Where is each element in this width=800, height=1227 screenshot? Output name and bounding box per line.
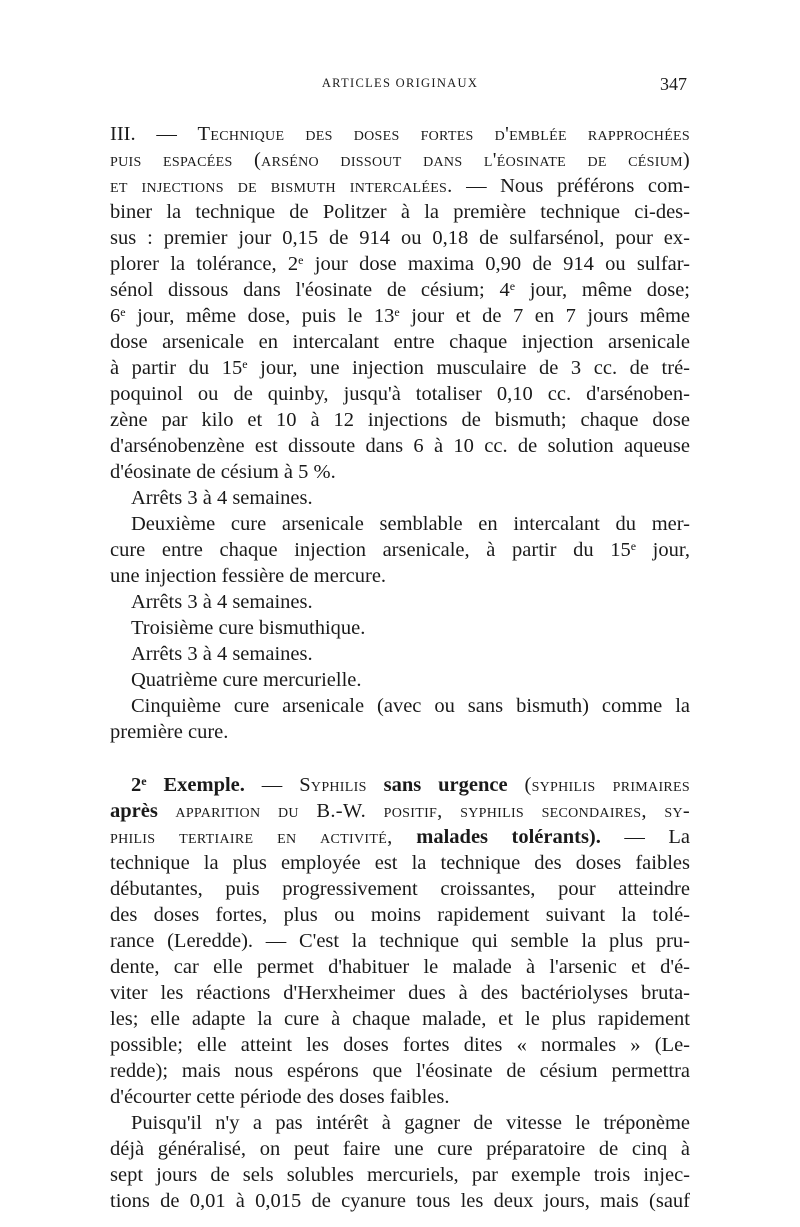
- text-span: — La: [600, 826, 690, 848]
- running-head: ARTICLES ORIGINAUX: [321, 76, 479, 90]
- ordinal-superscript: e: [141, 774, 147, 788]
- text-span: malades tolérants).: [416, 826, 601, 848]
- example-2-paragraph: [110, 772, 690, 1110]
- text-line: technique la plus employée est la technique des doses faibles: [110, 852, 690, 874]
- text-line: déjà généralisé, on peut faire une cure préparatoire de cinq à: [110, 1138, 690, 1160]
- text-line: sept jours de sels solubles mercuriels, par exemple trois injec-: [110, 1164, 690, 1186]
- schedule-line: première cure.: [110, 721, 229, 743]
- text-line: d'arsénobenzène est dissoute dans 6 à 10 cc. de solution aqueuse: [110, 435, 690, 457]
- ordinal-superscript: e: [298, 253, 304, 267]
- text-line: [110, 121, 690, 147]
- text-line: débutantes, puis progressivement croissantes, pour atteindre: [110, 878, 690, 900]
- paragraph-gap: [110, 745, 690, 772]
- text-line: sus : premier jour 0,15 de 914 ou 0,18 de sulfarsénol, pour ex-: [110, 227, 690, 249]
- text-line: tions de 0,01 à 0,015 de cyanure tous les deux jours, mais (sauf: [110, 1190, 690, 1212]
- text-line: d'écourter cette période des doses faibles.: [110, 1086, 450, 1108]
- schedule-line: Troisième cure bismuthique.: [131, 617, 366, 639]
- example-heading: 2e Exemple.: [131, 774, 245, 796]
- text-span: après: [110, 800, 158, 822]
- text-line: possible; elle atteint les doses fortes dites « normales » (Le-: [110, 1034, 690, 1056]
- section-title: et injections de bismuth intercalées.: [110, 175, 453, 197]
- text-line: rance (Leredde). — C'est la technique qui semble la plus pru-: [110, 930, 690, 952]
- article-body: [110, 121, 690, 1214]
- text-line: [110, 772, 690, 798]
- ordinal-superscript: e: [242, 357, 248, 371]
- text-line: biner la technique de Politzer à la première technique ci-des-: [110, 201, 690, 223]
- ordinal-superscript: e: [509, 279, 516, 293]
- text-line: puis espacées (arséno dissout dans l'éosinate de césium): [110, 149, 690, 171]
- schedule-line: une injection fessière de mercure.: [110, 565, 387, 587]
- text-line: sénol dissous dans l'éosinate de césium; 4e jour, même dose;: [110, 279, 690, 301]
- schedule-line: Arrêts 3 à 4 semaines.: [131, 487, 313, 509]
- text-line: plorer la tolérance, 2e jour dose maxima 0,90 de 914 ou sulfar-: [110, 253, 691, 275]
- ordinal-superscript: e: [120, 305, 126, 319]
- text-line: zène par kilo et 10 à 12 injections de bismuth; chaque dose: [110, 409, 690, 431]
- schedule-line: Arrêts 3 à 4 semaines.: [131, 643, 313, 665]
- text-line: 6e jour, même dose, puis le 13e jour et de 7 en 7 jours même: [110, 305, 690, 327]
- page-number: 347: [660, 74, 687, 94]
- schedule-line: Cinquième cure arsenicale (avec ou sans bismuth) comme la: [131, 695, 690, 717]
- text-line: dose arsenicale en intercalant entre chaque injection arsenicale: [110, 331, 690, 353]
- text-line: des doses fortes, plus ou moins rapidement suivant la tolé-: [110, 904, 690, 926]
- text-line: poquinol ou de quinby, jusqu'à totaliser 0,10 cc. d'arsénoben-: [110, 383, 690, 405]
- ordinal-superscript: e: [394, 305, 400, 319]
- section-number: III. —: [110, 123, 177, 145]
- cure-schedule: [110, 485, 690, 745]
- page-header: [113, 74, 687, 98]
- section-title: Technique des doses fortes d'emblée rapprochées: [197, 123, 690, 145]
- last-paragraph: [110, 1110, 690, 1214]
- text-span: — Nous préférons com-: [452, 175, 690, 197]
- text-span: philis tertiaire en activité,: [110, 826, 417, 848]
- ordinal-superscript: e: [630, 539, 637, 553]
- text-span: —: [244, 774, 300, 796]
- text-line: Puisqu'il n'y a pas intérêt à gagner de vitesse le tréponème: [131, 1112, 690, 1134]
- text-line: d'éosinate de césium à 5 %.: [110, 461, 336, 483]
- text-span: sans urgence: [366, 774, 525, 796]
- text-line: [110, 798, 690, 824]
- schedule-line: cure entre chaque injection arsenicale, à partir du 15e jour,: [110, 539, 690, 561]
- schedule-line: Quatrième cure mercurielle.: [131, 669, 362, 691]
- schedule-line: Arrêts 3 à 4 semaines.: [131, 591, 313, 613]
- text-line: dente, car elle permet d'habituer le malade à l'arsenic et d'é-: [110, 956, 690, 978]
- text-span: (syphilis primaires: [524, 774, 690, 796]
- schedule-line: Deuxième cure arsenicale semblable en intercalant du mer-: [131, 513, 690, 535]
- text-line: à partir du 15e jour, une injection musculaire de 3 cc. de tré-: [110, 357, 691, 379]
- section-iii-paragraph: [110, 121, 690, 485]
- text-span: apparition du B.-W. positif, syphilis secondaires, sy-: [157, 800, 690, 822]
- text-line: viter les réactions d'Herxheimer dues à des bactériolyses bruta-: [110, 982, 690, 1004]
- text-line: [110, 824, 690, 850]
- text-line: les; elle adapte la cure à chaque malade, et le plus rapidement: [110, 1008, 690, 1030]
- text-span: Syphilis: [299, 774, 367, 796]
- text-line: redde); mais nous espérons que l'éosinate de césium permettra: [110, 1060, 690, 1082]
- text-line: [110, 173, 690, 199]
